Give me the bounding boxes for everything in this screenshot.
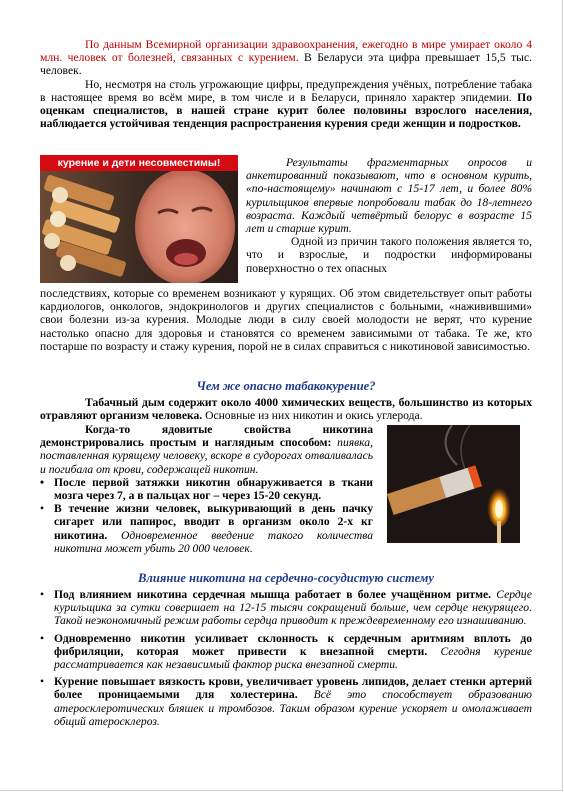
warning-banner: курение и дети несовместимы! xyxy=(40,155,238,171)
lifetime-bold: В течение жизни человек, выкуривающий в день пачку сигарет или папирос, вводит в организм около 2-х кг никотина. xyxy=(54,502,373,542)
bullet-icon: • xyxy=(40,631,45,645)
smoke-normal: Основные из них никотин и окись углерода. xyxy=(202,409,423,423)
paragraph-who-stats xyxy=(40,38,532,78)
belarus-statistic: В Беларуси эта цифра превышает 15,5 тыс. человек. xyxy=(40,51,532,78)
viscosity-bold: Курение повышает вязкость крови, увеличивает уровень липидов, делает стенки артерий более проницаемыми для холестерина. xyxy=(54,675,532,702)
heading-heart-wrap xyxy=(40,571,532,586)
epidemic-bold: По оценкам специалистов, в нашей стране курит более половины взрослого населения, наблюдается устойчивая тенденция распространения курения среди женщин и подростков. xyxy=(40,90,532,131)
leech-bold: Когда-то ядовитые свойства никотина демонстрировались простым и наглядным способом: xyxy=(40,423,373,450)
child-smoking-image xyxy=(40,155,238,283)
leech-italic: пиявка, поставленная курящему человеку, вскоре в судорогах отваливалась и погибала от крови, содержащей никотин. xyxy=(40,436,373,476)
reasons-wrapped: Одной из причин такого положения является то, что и взрослые, и подростки информированы поверхностно о тех опасных xyxy=(246,235,532,275)
burning-cigarette-illustration xyxy=(387,425,520,543)
arrhythmia-bold: Одновременно никотин усиливает склонность к сердечным аритмиям вплоть до фибриляции, которая может привести к внезапной смерти. xyxy=(54,631,532,658)
bullet-brain-text: После первой затяжки никотин обнаруживается в ткани мозга через 7, а в пальцах ног – через 15-20 секунд. xyxy=(54,475,373,503)
epidemic-text: Но, несмотря на столь угрожающие цифры, предупреждения учёных, потребление табака в настоящее время во всём мире, в том числе и в Беларуси, приняло характер эпидемии. xyxy=(40,77,532,104)
bullet-icon: • xyxy=(40,502,45,516)
paragraph-smoke xyxy=(40,396,532,422)
bullet-brain xyxy=(40,476,373,502)
bullet-lifetime xyxy=(40,502,373,555)
bullet-icon: • xyxy=(40,675,45,689)
bullet-viscosity xyxy=(40,675,532,728)
nicotine-block xyxy=(40,423,373,555)
bullet-arrhythmia xyxy=(40,632,532,672)
survey-block xyxy=(246,156,532,275)
heading-heart: Влияние никотина на сердечно-сосудистую систему xyxy=(137,571,435,585)
smoke-bold: Табачный дым содержит около 4000 химических веществ, большинство из которых отравляют организм человека. xyxy=(40,396,532,423)
paragraph-epidemic xyxy=(40,78,532,131)
who-statistic-red: По данным Всемирной организации здравоохранения, ежегодно в мире умирает около 4 млн. человек от болезней, связанных с курением. xyxy=(40,38,532,65)
viscosity-italic: Всё это способствует образованию атеросклеротических бляшек и тромбозов. Таким образом курение ускоряет и омолаживает общий атеросклероз. xyxy=(54,688,532,728)
heading-danger: Чем же опасно табакокурение? xyxy=(196,379,376,393)
bullet-rhythm xyxy=(40,588,532,628)
cigarettes-baby-illustration xyxy=(40,155,238,283)
bullet-icon: • xyxy=(40,588,45,601)
arrhythmia-italic: Сегодня курение рассматривается как независимый фактор риска внезапной смерти. xyxy=(54,644,532,672)
paragraph-leech xyxy=(40,423,373,476)
cigarette-match-image xyxy=(387,425,520,543)
lifetime-italic: Одновременное введение такого количества никотина может убить 20 000 человек. xyxy=(54,528,373,555)
smoke-block xyxy=(40,396,532,422)
rhythm-bold: Под влиянием никотина сердечная мышца работает в более учащённом ритме. xyxy=(54,588,492,601)
intro-block xyxy=(40,38,532,130)
consequences-block xyxy=(40,287,532,353)
bullet-icon: • xyxy=(40,475,45,489)
survey-results: Результаты фрагментарных опросов и анкетированний показывают, что в основном курить, «по-настоящему» начинают с 15-17 лет, и более 80% курильщиков впервые попробовали табак до 18-летнего возраста. Каждый четвёртый белорус в возрасте 15 лет и старше курит. xyxy=(246,156,532,236)
reasons-full: последствиях, которые со временем возникают у курящих. Об этом свидетельствует опыт работы кардиологов, онкологов, эндокринологов и других специалистов с больными, «наживившими» свои болезни из-за курения. Молодые люди в силу своей молодости не верят, что курение настолько опасно для здоровья и становятся со временем зависимыми от табака. Те же, кто постарше по возрасту и стажу курения, порой не в силах справиться с никотиновой зависимостью. xyxy=(40,287,532,353)
heart-block xyxy=(40,588,532,728)
rhythm-italic: Сердце курильщика за сутки совершает на 12-15 тысяч сокращений больше, чем сердце некурящего. Такой неэкономичный режим работы сердца приводит к преждевременному его изнашиванию. xyxy=(54,588,532,628)
heading-danger-wrap xyxy=(40,379,532,394)
